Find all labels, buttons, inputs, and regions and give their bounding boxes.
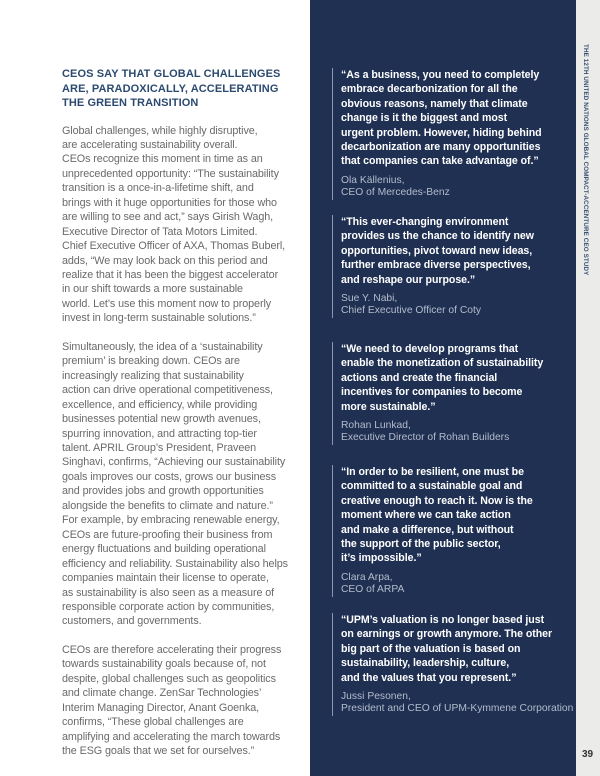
quote-text: “This ever-changing environment provides us the chance to identify new opportunities, pivot toward new ideas, further embrace diverse perspectives, and reshape our purpose.” (341, 216, 534, 286)
page-number: 39 (582, 749, 594, 760)
quote-text: “We need to develop programs that enable the monetization of sustainability actions and create the financial incentives for companies to become more sustainable.” (341, 343, 544, 413)
quote-attribution: Rohan Lunkad, Executive Director of Rohan Builders (341, 420, 510, 444)
article-column (62, 67, 302, 773)
running-header: THE 12TH UNITED NATIONS GLOBAL COMPACT-ACCENTURE CEO STUDY (582, 44, 589, 276)
quote-attribution: Jussi Pesonen, President and CEO of UPM-Kymmene Corporation (341, 691, 574, 715)
pull-quote (332, 465, 577, 597)
quote-text: “UPM’s valuation is no longer based just on earnings or growth anymore. The other big part of the valuation is based on sustainability, leadership, culture, and the values that you represent.” (341, 614, 553, 684)
section-heading: CEOS SAY THAT GLOBAL CHALLENGES ARE, PARADOXICALLY, ACCELERATING THE GREEN TRANSITION (62, 68, 281, 109)
pull-quote (332, 342, 577, 445)
pull-quote (332, 613, 577, 716)
quote-attribution: Clara Arpa, CEO of ARPA (341, 571, 405, 596)
quote-attribution: Sue Y. Nabi, Chief Executive Officer of Coty (341, 293, 482, 317)
body-paragraph: Simultaneously, the idea of a ‘sustainability premium’ is breaking down. CEOs are increasingly realizing that sustainability action can drive operational competitiveness, excellence, and efficiency, while providing businesses potential new growth avenues, spurring innovation, and attracting top-tier talent. APRIL Group’s President, Praveen Singhavi, confirms, “Achieving our sustainability goals improves our costs, grows our business and provides jobs and growth opportunities alongside the benefits to climate and nature.” For example, by embracing renewable energy, CEOs are future-proofing their business from energy fluctuations and building operational efficiency and reliability. Sustainability also helps companies maintain their license to operate, as sustainability is also seen as a measure of responsible corporate action by communities, customers, and governments. (62, 340, 288, 628)
pull-quote (332, 68, 577, 200)
quote-attribution: Ola Källenius, CEO of Mercedes-Benz (341, 174, 450, 199)
quote-text: “In order to be resilient, one must be committed to a sustainable goal and creative enough to reach it. Now is the moment where we can take action and make a difference, but without the support of the public sector, it’s impossible.” (341, 466, 533, 565)
quote-text: “As a business, you need to completely embrace decarbonization for all the obvious reasons, namely that climate change is it the biggest and most urgent problem. However, hiding behind decarbonization are many opportunities that companies can take advantage of.” (341, 69, 542, 168)
pull-quote (332, 215, 577, 318)
body-paragraph: CEOs are therefore accelerating their progress towards sustainability goals because of, not despite, global challenges such as geopolitics and climate change. ZenSar Technologies’ Interim Managing Director, Anant Goenka, confirms, “These global challenges are amplifying and accelerating the march towards the ESG goals that we set for ourselves.” (62, 643, 282, 758)
body-paragraph: Global challenges, while highly disruptive, are accelerating sustainability overall. CEOs recognize this moment in time as an unprecedented opportunity: “The sustainability transition is a once-in-a-lifetime shift, and brings with it huge opportunities for those who are willing to see and act,” says Girish Wagh, Executive Director of Tata Motors Limited. Chief Executive Officer of AXA, Thomas Buberl, adds, “We may look back on this period and realize that it has been the biggest accelerator in our shift towards a more sustainable world. Let’s use this moment now to properly invest in long-term sustainable solutions.” (62, 124, 286, 325)
